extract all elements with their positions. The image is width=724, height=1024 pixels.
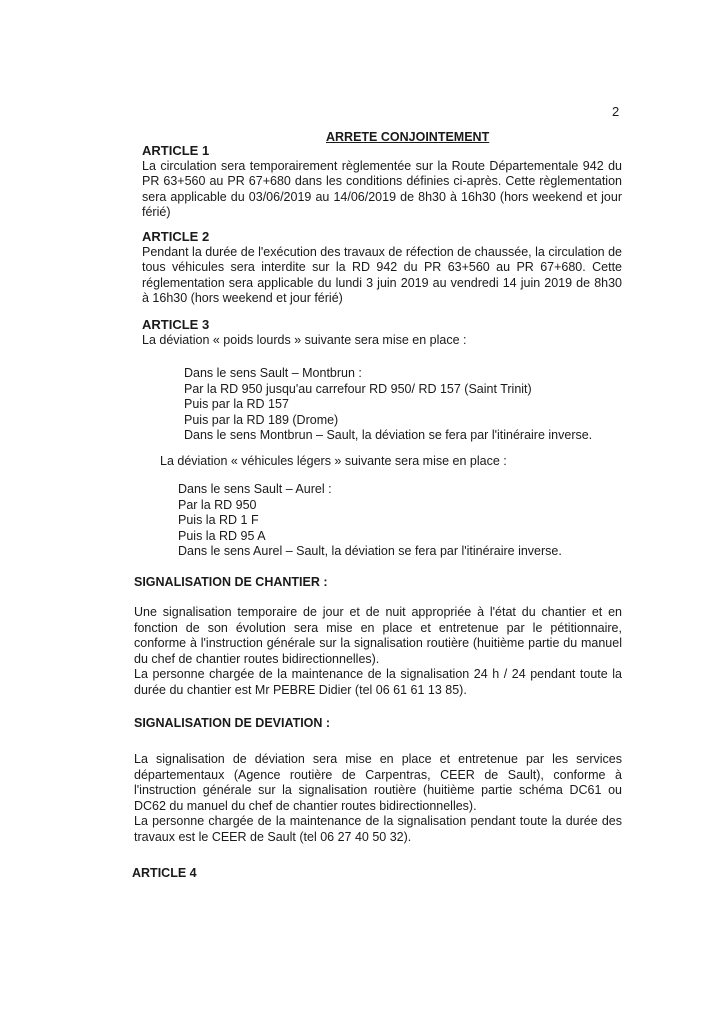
list-item: Dans le sens Sault – Aurel : — [178, 482, 332, 496]
worksite-signage-paragraph-2: La personne chargée de la maintenance de la signalisation 24 h / 24 pendant toute la durée du chantier est Mr PEBRE Didier (tel 06 61 61 13 85). — [134, 667, 622, 697]
list-item: Dans le sens Sault – Montbrun : — [184, 366, 362, 380]
article-2-text: Pendant la durée de l'exécution des travaux de réfection de chaussée, la circulation de tous véhicules sera interdite sur la RD 942 du PR 63+560 au PR 67+680. Cette réglementation sera applicable du lundi 3 juin 2019 au vendredi 14 juin 2019 de 8h30 à 16h30 (hors weekend et jour férié) — [142, 244, 622, 305]
decree-heading: ARRETE CONJOINTEMENT — [326, 130, 490, 144]
worksite-signage-text — [134, 605, 622, 698]
page-number: 2 — [612, 104, 620, 119]
heavy-vehicle-route-list — [184, 366, 592, 444]
article-2 — [142, 229, 622, 307]
article-1-title: ARTICLE 1 — [142, 143, 210, 158]
article-1-text: La circulation sera temporairement règlementée sur la Route Départementale 942 du PR 63+560 au PR 67+680 dans les conditions définies ci-après. Cette règlementation sera applicable du 03/06/2019 au 14/06/2019 de 8h30 à 16h30 (hors weekend et jour férié) — [142, 158, 622, 219]
detour-signage-title: SIGNALISATION DE DEVIATION : — [134, 716, 331, 730]
light-vehicle-route-list — [178, 482, 562, 560]
detour-signage-paragraph-1: La signalisation de déviation sera mise en place et entretenue par les services départementaux (Agence routière de Carpentras, CEER de Sault), conforme à l'instruction générale sur la signalisation routière (huitième partie schéma DC61 ou DC62 du manuel du chef de chantier routes bidirectionnelles). — [134, 752, 622, 813]
article-3 — [142, 317, 622, 348]
article-2-title: ARTICLE 2 — [142, 229, 210, 244]
worksite-signage-paragraph-1: Une signalisation temporaire de jour et de nuit appropriée à l'état du chantier et en fonction de son évolution sera mise en place et entretenue par le pétitionnaire, conforme à l'instruction générale sur la signalisation routière (huitième partie du manuel du chef de chantier routes bidirectionnelles). — [134, 605, 622, 666]
article-3-title: ARTICLE 3 — [142, 317, 210, 332]
list-item: Puis la RD 95 A — [178, 528, 266, 543]
list-item: Dans le sens Aurel – Sault, la déviation se fera par l'itinéraire inverse. — [178, 544, 562, 558]
list-item: Puis la RD 1 F — [178, 513, 259, 527]
worksite-signage-title: SIGNALISATION DE CHANTIER : — [134, 575, 328, 589]
article-4-title: ARTICLE 4 — [132, 866, 197, 880]
list-item: Dans le sens Montbrun – Sault, la déviation se fera par l'itinéraire inverse. — [184, 428, 593, 442]
detour-signage-paragraph-2: La personne chargée de la maintenance de la signalisation pendant toute la durée des travaux est le CEER de Sault (tel 06 27 40 50 32). — [134, 814, 622, 844]
light-vehicle-intro: La déviation « véhicules légers » suivante sera mise en place : — [160, 454, 507, 468]
article-3-intro: La déviation « poids lourds » suivante sera mise en place : — [142, 332, 467, 347]
detour-signage-text — [134, 752, 622, 845]
list-item: Puis par la RD 157 — [184, 397, 289, 411]
list-item: Puis par la RD 189 (Drome) — [184, 412, 339, 427]
list-item: Par la RD 950 — [178, 497, 257, 512]
article-1 — [142, 143, 622, 221]
list-item: Par la RD 950 jusqu'au carrefour RD 950/ RD 157 (Saint Trinit) — [184, 381, 532, 396]
